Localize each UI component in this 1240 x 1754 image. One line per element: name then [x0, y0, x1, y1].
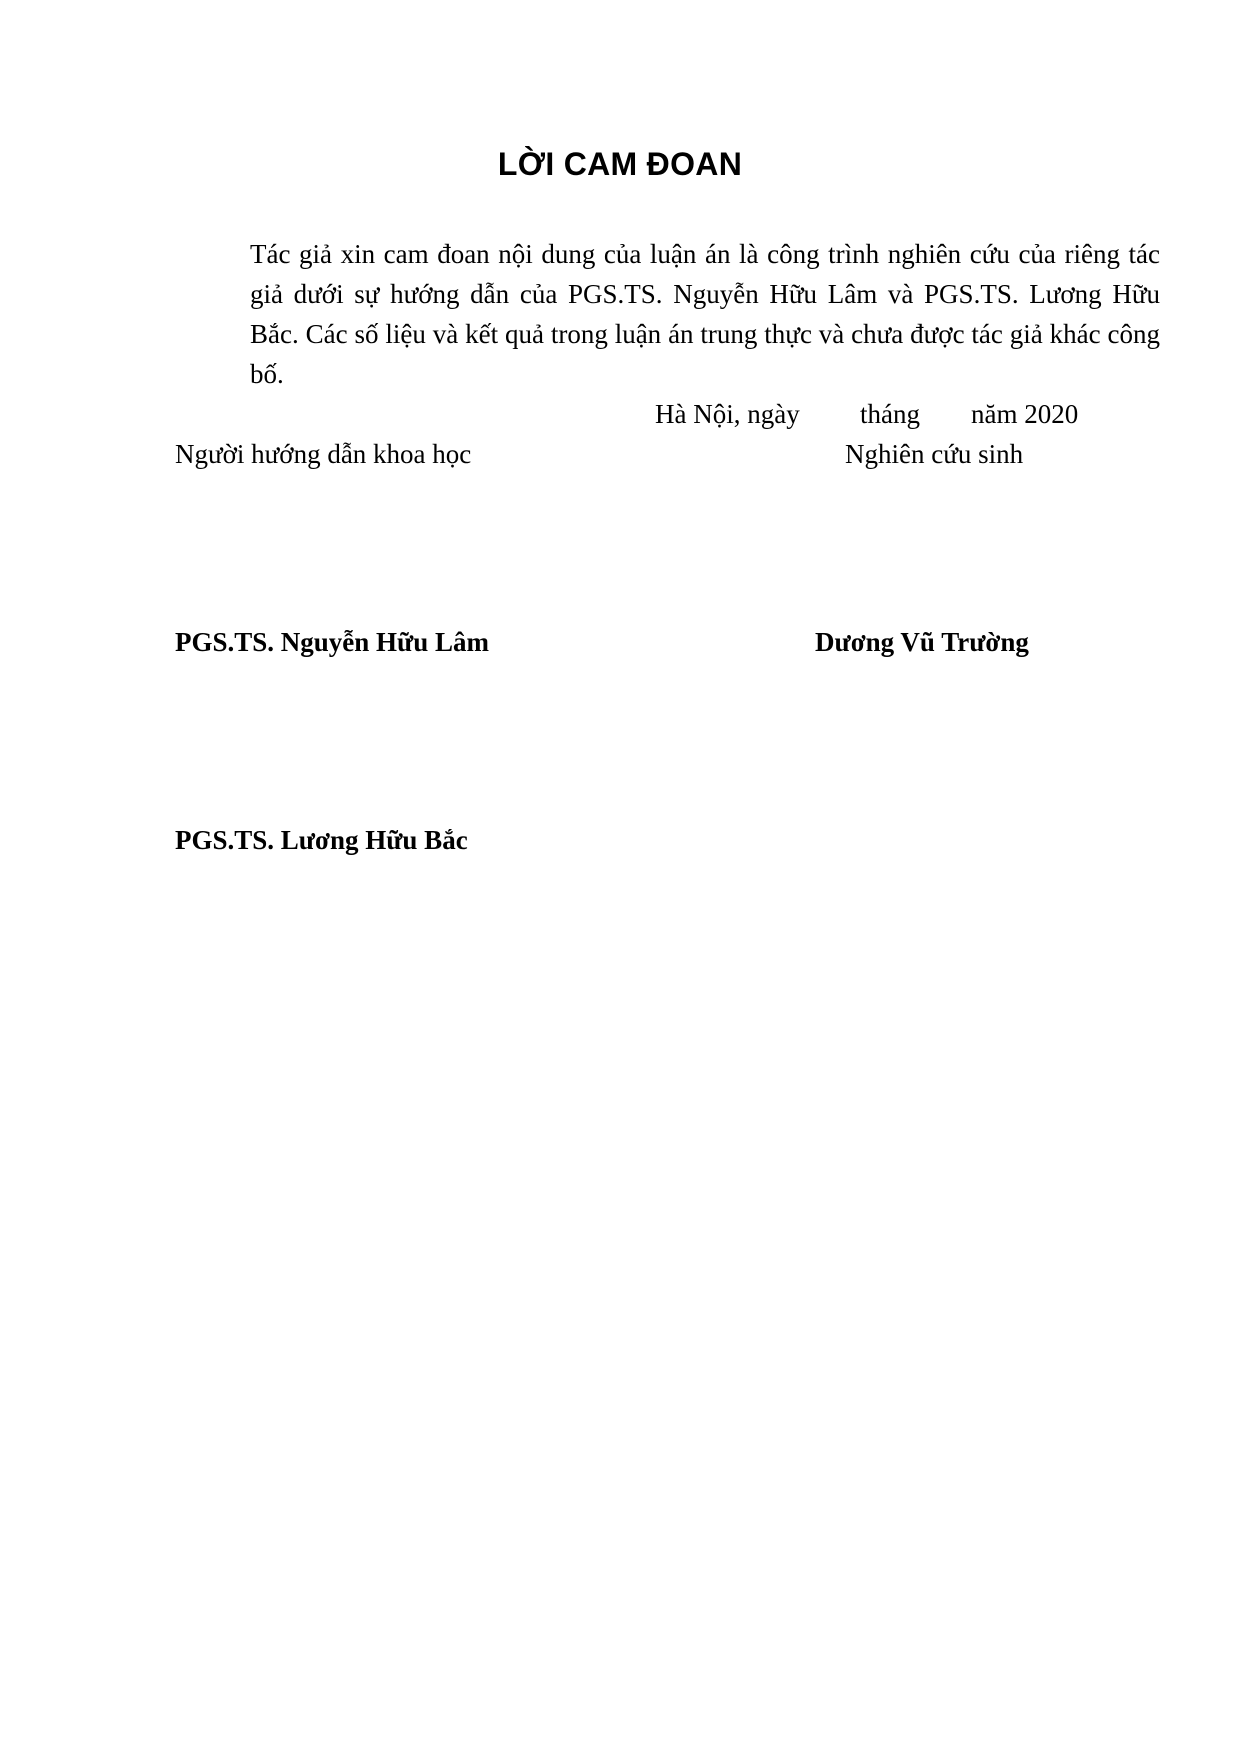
advisor-label: Người hướng dẫn khoa học [175, 439, 472, 469]
month-text: tháng [860, 399, 920, 429]
declaration-paragraph: Tác giả xin cam đoan nội dung của luận án là công trình nghiên cứu của riêng tác giả dưới sự hướng dẫn của PGS.TS. Nguyễn Hữu Lâm và PGS.TS. Lương Hữu Bắc. Các số liệu và kết quả trong luận án trung thực và chưa được tác giả khác công bố. [250, 239, 1160, 389]
student-name: Dương Vũ Trường [815, 627, 1029, 657]
place-day-text: Hà Nội, ngày [655, 399, 800, 429]
student-label: Nghiên cứu sinh [845, 439, 1024, 469]
page-title: LỜI CAM ĐOAN [497, 146, 743, 182]
advisor-1-name: PGS.TS. Nguyễn Hữu Lâm [175, 627, 490, 657]
advisor-2-name: PGS.TS. Lương Hữu Bắc [175, 825, 468, 855]
year-text: năm 2020 [971, 399, 1079, 429]
